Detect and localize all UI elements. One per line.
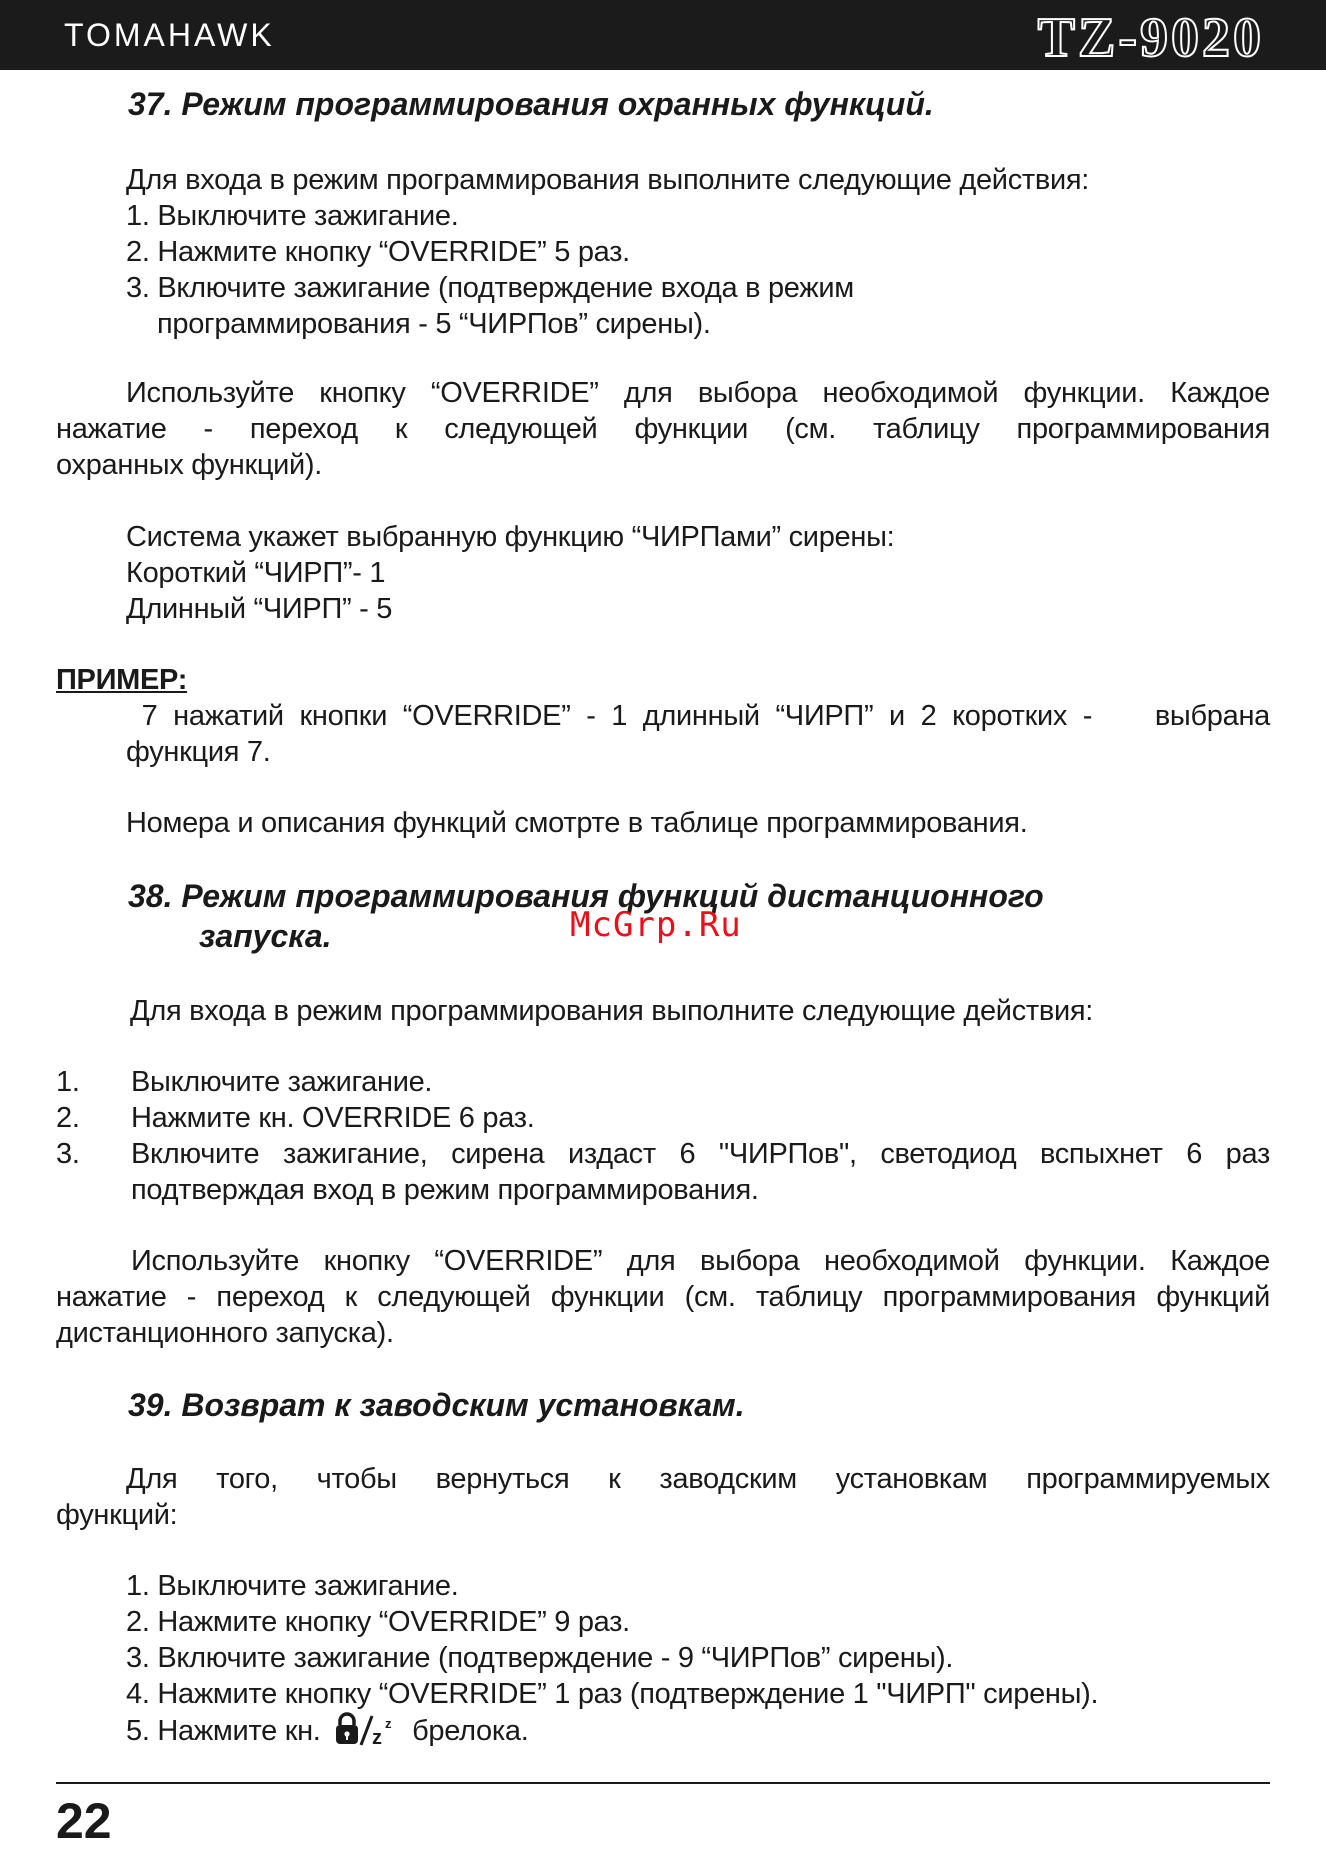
s38-num-3: 3. — [56, 1138, 80, 1170]
s38-para-1a: Используйте кнопку “OVERRIDE” для выбора необходимой функции. Каждое — [131, 1245, 1270, 1277]
example-line-a: 7 нажатий кнопки “OVERRIDE” - 1 длинный “ЧИРП” и 2 коротких - выбрана — [126, 700, 1270, 732]
s38-step-3a: Включите зажигание, сирена издаст 6 "ЧИРПов", светодиод вспыхнет 6 раз — [131, 1138, 1270, 1170]
s39-step-4: 4. Нажмите кнопку “OVERRIDE” 1 раз (подтверждение 1 "ЧИРП" сирены). — [126, 1678, 1099, 1710]
s37-step-1: 1. Выключите зажигание. — [126, 200, 459, 232]
s37-step-3b: программирования - 5 “ЧИРПов” сирены). — [157, 308, 711, 340]
s39-step-5 — [126, 1712, 528, 1755]
s39-step-1: 1. Выключите зажигание. — [126, 1570, 459, 1602]
lock-zz-icon — [334, 1712, 396, 1755]
footer-divider — [56, 1782, 1270, 1784]
svg-text:z: z — [372, 1727, 383, 1746]
s37-para-2: Система укажет выбранную функцию “ЧИРПами” сирены: — [126, 521, 895, 553]
s37-long-chirp: Длинный “ЧИРП” - 5 — [126, 593, 393, 625]
s38-step-2: Нажмите кн. OVERRIDE 6 раз. — [131, 1102, 535, 1134]
s38-para-1b: нажатие - переход к следующей функции (см. таблицу программирования функций — [56, 1281, 1270, 1313]
example-label: ПРИМЕР: — [56, 664, 188, 696]
s39-step-3: 3. Включите зажигание (подтверждение - 9 “ЧИРПов” сирены). — [126, 1642, 954, 1674]
s39-step-5-post: брелока. — [412, 1715, 529, 1747]
section-37-title: 37. Режим программирования охранных функций. — [128, 86, 934, 122]
s37-para-1a: Используйте кнопку “OVERRIDE” для выбора необходимой функции. Каждое — [126, 377, 1270, 409]
s37-para-5: Номера и описания функций смотрте в таблице программирования. — [126, 807, 1028, 839]
svg-text:z: z — [385, 1716, 392, 1731]
s39-para-1a: Для того, чтобы вернуться к заводским установкам программируемых — [126, 1463, 1270, 1495]
s38-step-1: Выключите зажигание. — [131, 1066, 433, 1098]
s39-step-2: 2. Нажмите кнопку “OVERRIDE” 9 раз. — [126, 1606, 630, 1638]
section-39-title: 39. Возврат к заводским установкам. — [128, 1387, 745, 1423]
s37-para-1c: охранных функций). — [56, 449, 323, 481]
s38-intro: Для входа в режим программирования выполните следующие действия: — [130, 995, 1094, 1027]
s38-para-1c: дистанционного запуска). — [56, 1317, 394, 1349]
section-38-title-b: запуска. — [199, 918, 332, 954]
brand-logo-text: TOMAHAWK — [64, 17, 275, 53]
s38-num-2: 2. — [56, 1102, 80, 1134]
s38-num-1: 1. — [56, 1066, 80, 1098]
s37-short-chirp: Короткий “ЧИРП”- 1 — [126, 557, 386, 589]
model-name: TZ-9020 — [1037, 7, 1264, 69]
s38-step-3b: подтверждая вход в режим программирования. — [131, 1174, 759, 1206]
s39-step-5-pre: 5. Нажмите кн. — [126, 1715, 321, 1747]
s39-para-1b: функций: — [56, 1499, 178, 1531]
s37-step-2: 2. Нажмите кнопку “OVERRIDE” 5 раз. — [126, 236, 630, 268]
s37-para-1b: нажатие - переход к следующей функции (см. таблицу программирования — [56, 413, 1270, 445]
page-number: 22 — [56, 1793, 112, 1849]
watermark: McGrp.Ru — [570, 905, 742, 945]
section-38-title-a: 38. Режим программирования функций дистанционного — [128, 878, 1044, 914]
example-line-b: функция 7. — [126, 736, 271, 768]
s37-step-3a: 3. Включите зажигание (подтверждение входа в режим — [126, 272, 854, 304]
s37-intro: Для входа в режим программирования выполните следующие действия: — [126, 164, 1090, 196]
